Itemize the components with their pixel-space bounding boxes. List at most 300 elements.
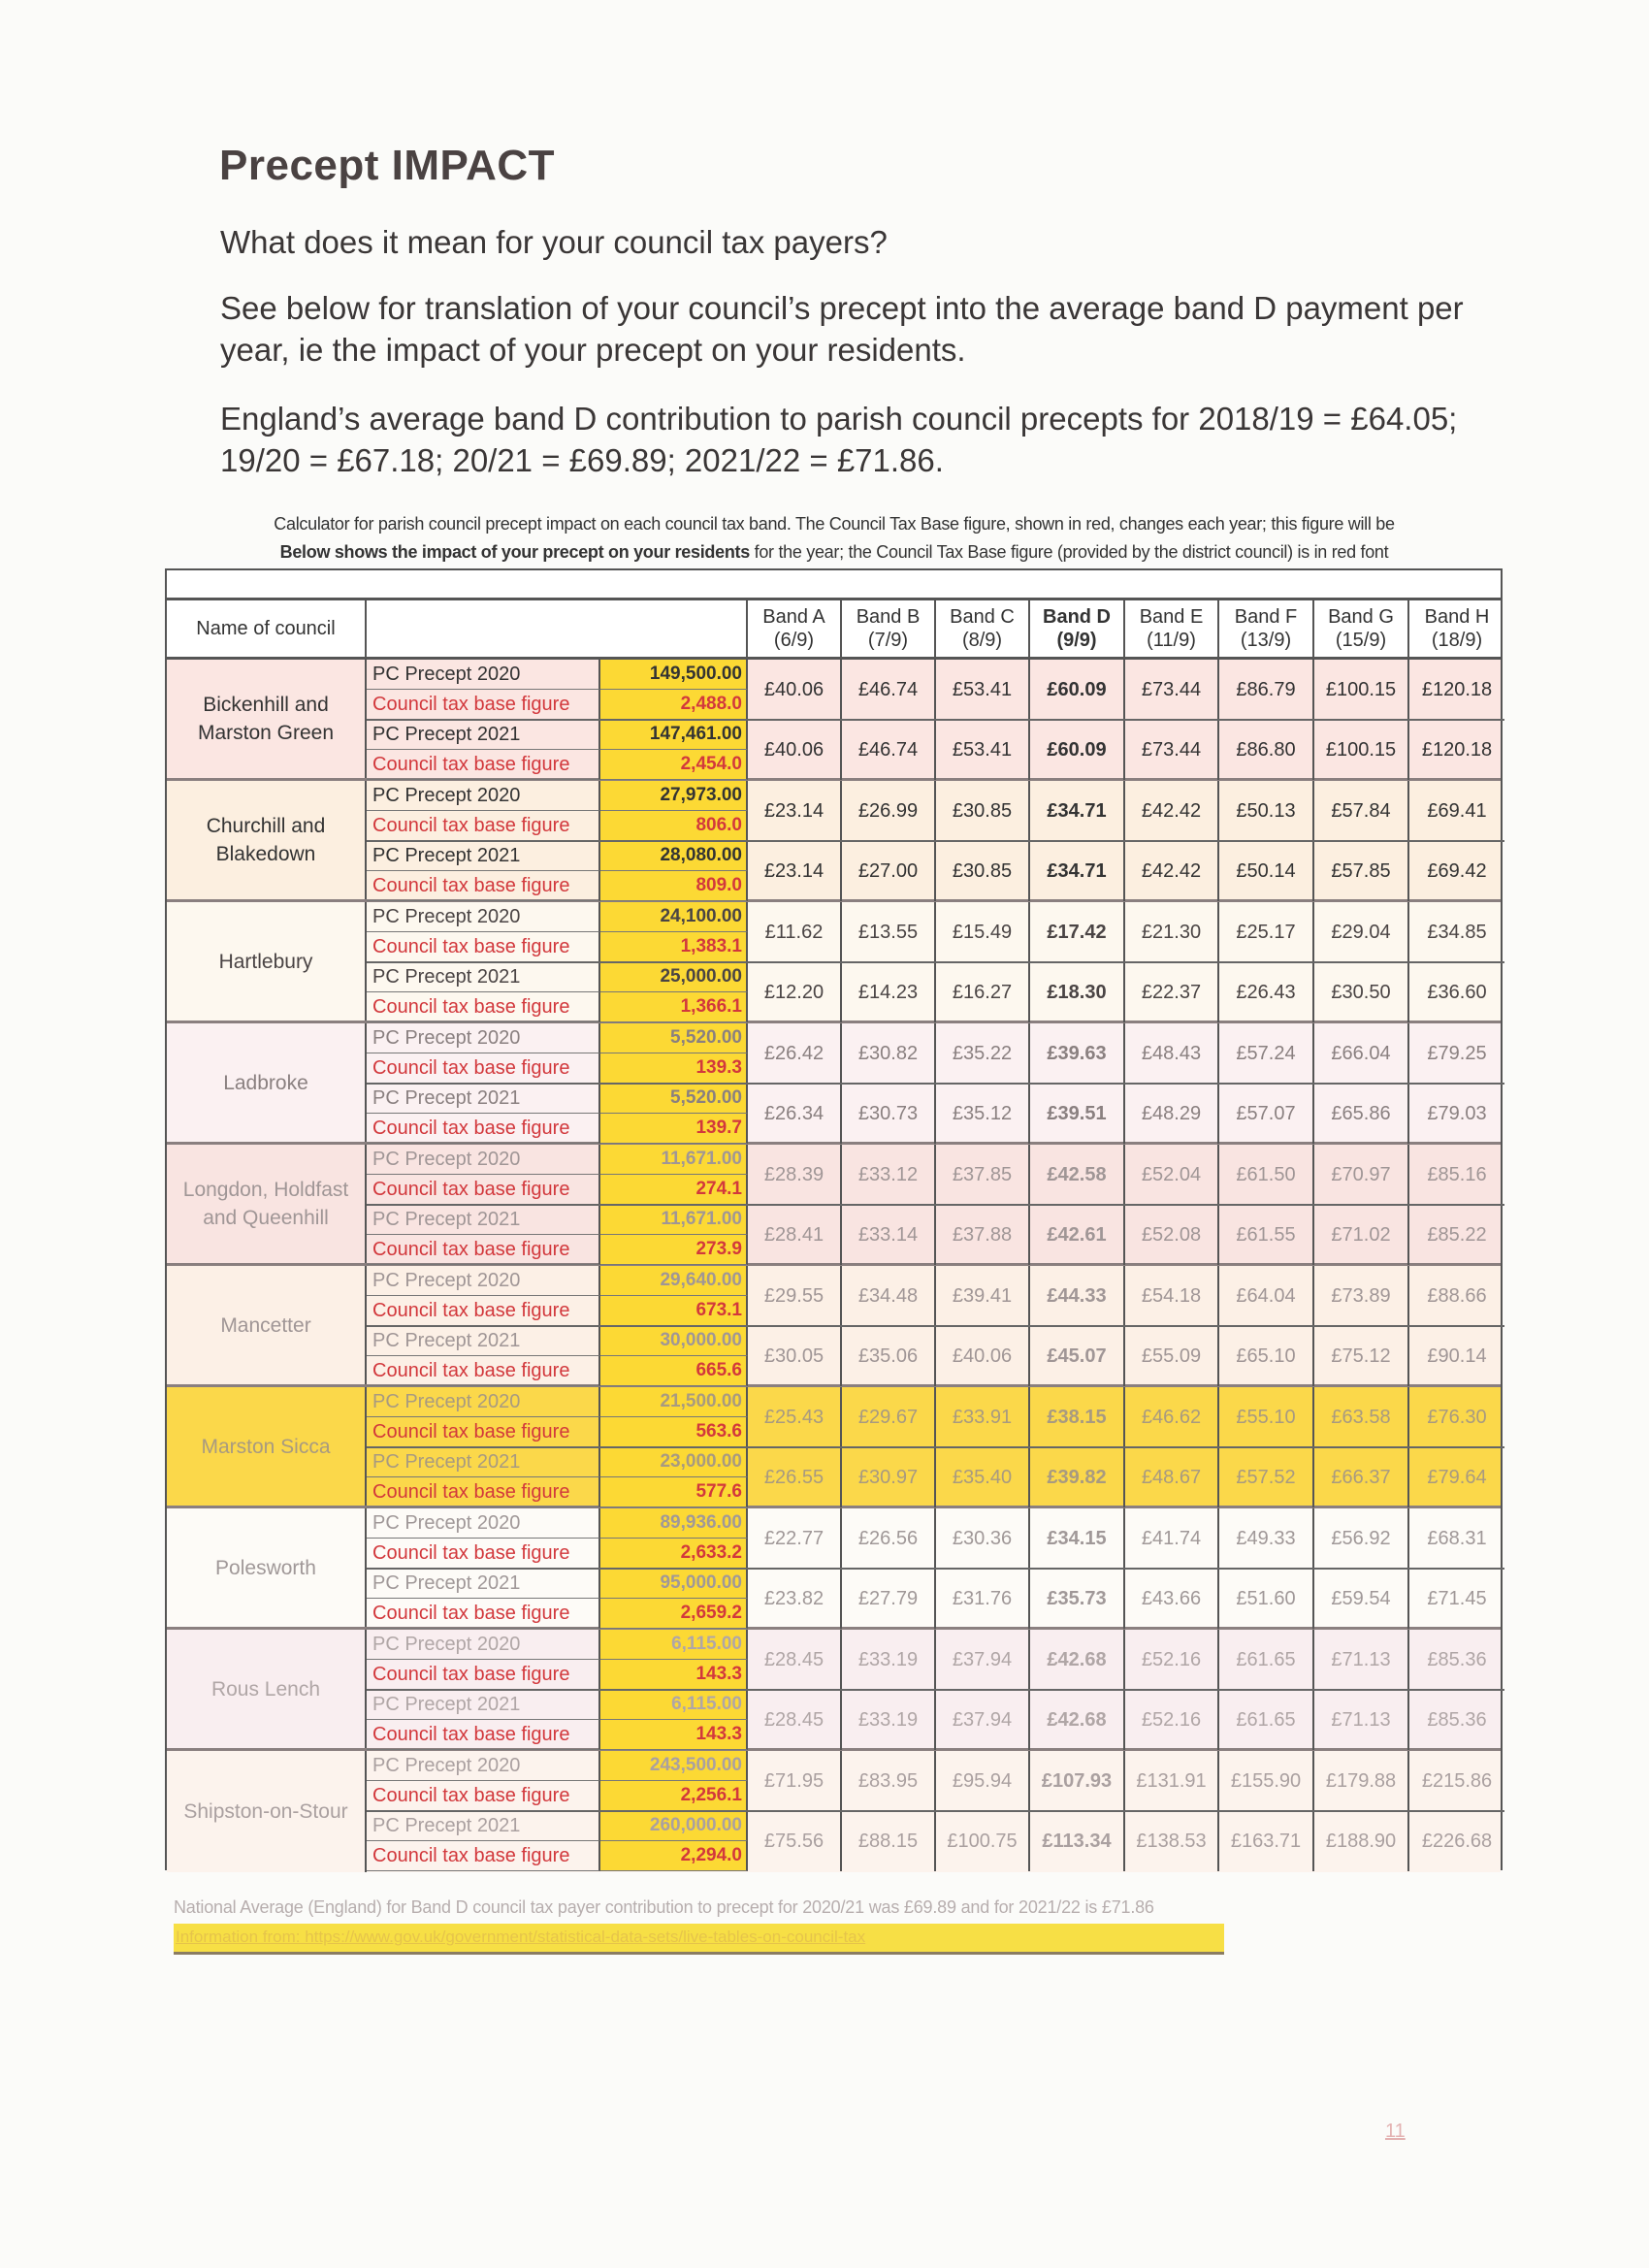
band-h-value: £34.85 [1427,921,1487,943]
council-tax-base-value[interactable]: 2,256.1 [600,1781,748,1811]
pc-precept-label: PC Precept 2021 [367,962,600,992]
band-e-value: £73.44 [1125,660,1219,720]
band-b-value: £46.74 [842,660,936,720]
band-g-value: £56.92 [1314,1508,1409,1569]
header-band-a [748,600,842,657]
council-tax-base-label: Council tax base figure [367,1175,600,1205]
pc-precept-label: PC Precept 2021 [367,1569,600,1599]
footer-information-source-link[interactable]: Information from: https://www.gov.uk/government/statistical-data-sets/live-tables-on-council-tax [174,1924,1224,1955]
band-ratio: (13/9) [1240,630,1292,651]
council-tax-base-label: Council tax base figure [367,1539,600,1569]
council-tax-base-label: Council tax base figure [367,932,600,962]
band-f-value: £51.60 [1219,1569,1314,1629]
council-tax-base-value[interactable]: 273.9 [600,1235,748,1265]
footer-national-average: National Average (England) for Band D council tax payer contribution to precept for 2020/21 was £69.89 and for 2021/22 is £71.86 [174,1897,1154,1917]
band-g-value: £59.54 [1314,1569,1409,1629]
page-number: 11 [1385,2121,1406,2142]
band-g-value: £57.85 [1314,841,1409,901]
council-block [167,1508,1501,1630]
pc-precept-label: PC Precept 2020 [367,1630,600,1660]
pc-precept-value[interactable]: 95,000.00 [600,1569,748,1599]
year-divider [367,1204,1504,1206]
council-tax-base-label: Council tax base figure [367,1477,600,1507]
council-name: Mancetter [167,1266,367,1384]
band-a-value: £23.14 [748,841,842,901]
band-a-value: £28.39 [748,1145,842,1205]
band-a-value: £11.62 [748,902,842,962]
band-h-value: £68.31 [1427,1527,1487,1549]
pc-precept-value[interactable]: 243,500.00 [600,1751,748,1781]
pc-precept-label: PC Precept 2020 [367,1023,600,1053]
band-g-value: £100.15 [1314,660,1409,720]
pc-precept-value[interactable]: 6,115.00 [600,1630,748,1660]
header-band-h [1409,600,1504,657]
pc-precept-label: PC Precept 2020 [367,1145,600,1175]
band-b-value: £26.56 [842,1508,936,1569]
band-a-value: £12.20 [748,962,842,1022]
header-band-c [936,600,1030,657]
pc-precept-label: PC Precept 2020 [367,660,600,690]
band-b-value: £13.55 [842,902,936,962]
band-h-value: £69.41 [1427,799,1487,822]
band-h-value: £79.03 [1427,1102,1487,1124]
header-band-g [1314,600,1409,657]
band-d-value: £42.68 [1030,1690,1125,1750]
band-e-value: £73.44 [1125,720,1219,780]
council-tax-base-label: Council tax base figure [367,690,600,720]
band-e-value: £41.74 [1125,1508,1219,1569]
council-tax-base-label: Council tax base figure [367,1660,600,1690]
band-d-value: £35.73 [1030,1569,1125,1629]
band-h-value: £79.64 [1427,1466,1487,1488]
band-e-value: £52.16 [1125,1690,1219,1750]
impact-note [165,542,1504,563]
band-b-value: £29.67 [842,1387,936,1447]
band-h-value: £85.36 [1427,1708,1487,1731]
band-a-value: £23.82 [748,1569,842,1629]
council-name: Ladbroke [167,1023,367,1142]
pc-precept-label: PC Precept 2021 [367,1690,600,1720]
band-name: Band F [1234,606,1298,628]
band-a-value: £23.14 [748,781,842,841]
band-e-value: £43.66 [1125,1569,1219,1629]
band-f-value: £57.07 [1219,1084,1314,1144]
council-block [167,1751,1501,1872]
band-a-value: £25.43 [748,1387,842,1447]
band-c-value: £100.75 [936,1811,1030,1871]
council-tax-base-value[interactable]: 563.6 [600,1417,748,1447]
pc-precept-label: PC Precept 2020 [367,1751,600,1781]
council-name: Rous Lench [167,1630,367,1748]
band-d-value: £113.34 [1030,1811,1125,1871]
band-e-value: £54.18 [1125,1266,1219,1326]
council-tax-base-value[interactable]: 577.6 [600,1477,748,1507]
band-ratio: (8/9) [961,630,1003,651]
band-a-value: £28.45 [748,1630,842,1690]
band-b-value: £30.73 [842,1084,936,1144]
band-f-value: £57.24 [1219,1023,1314,1084]
band-e-value: £52.08 [1125,1205,1219,1265]
intro-question: What does it mean for your council tax payers? [220,224,888,260]
band-f-value: £86.80 [1219,720,1314,780]
band-b-value: £88.15 [842,1811,936,1871]
council-block [167,781,1501,902]
pc-precept-value[interactable]: 23,000.00 [600,1447,748,1477]
precept-impact-table [165,568,1503,1870]
band-d-value: £44.33 [1030,1266,1125,1326]
council-tax-base-label: Council tax base figure [367,1235,600,1265]
pc-precept-value[interactable]: 260,000.00 [600,1811,748,1841]
band-h-value: £90.14 [1427,1345,1487,1367]
band-f-value: £50.13 [1219,781,1314,841]
band-e-value: £46.62 [1125,1387,1219,1447]
pc-precept-value[interactable]: 24,100.00 [600,902,748,932]
council-tax-base-value[interactable]: 2,454.0 [600,750,748,780]
band-ratio: (7/9) [867,630,909,651]
council-tax-base-label: Council tax base figure [367,1841,600,1871]
band-g-value: £63.58 [1314,1387,1409,1447]
year-divider [367,1325,1504,1327]
band-c-value: £30.85 [936,841,1030,901]
band-d-value: £60.09 [1030,660,1125,720]
council-tax-base-value[interactable]: 806.0 [600,811,748,841]
band-d-value: £18.30 [1030,962,1125,1022]
band-f-value: £50.14 [1219,841,1314,901]
table-header-row [167,600,1501,660]
band-name: Band D [1043,606,1111,628]
band-a-value: £75.56 [748,1811,842,1871]
pc-precept-value[interactable]: 27,973.00 [600,781,748,811]
band-ratio: (6/9) [773,630,815,651]
band-b-value: £30.82 [842,1023,936,1084]
band-c-value: £37.94 [936,1630,1030,1690]
header-band-f [1219,600,1314,657]
band-d-value: £34.71 [1030,781,1125,841]
band-d-value: £39.63 [1030,1023,1125,1084]
band-a-value: £28.41 [748,1205,842,1265]
band-c-value: £30.36 [936,1508,1030,1569]
council-tax-base-value[interactable]: 143.3 [600,1660,748,1690]
table-blank-top-row [167,570,1501,600]
year-divider [367,1810,1504,1812]
band-f-value: £86.79 [1219,660,1314,720]
band-c-value: £35.22 [936,1023,1030,1084]
band-ratio: (18/9) [1431,630,1483,651]
band-g-value: £65.86 [1314,1084,1409,1144]
band-e-value: £42.42 [1125,841,1219,901]
council-block [167,1145,1501,1266]
band-h-value: £120.18 [1421,738,1493,761]
council-block [167,1387,1501,1508]
band-a-value: £40.06 [748,660,842,720]
band-name: Band H [1424,606,1490,628]
band-g-value: £179.88 [1314,1751,1409,1811]
pc-precept-value[interactable]: 149,500.00 [600,660,748,690]
band-g-value: £57.84 [1314,781,1409,841]
band-c-value: £39.41 [936,1266,1030,1326]
band-c-value: £35.40 [936,1447,1030,1507]
band-g-value: £73.89 [1314,1266,1409,1326]
band-g-value: £66.37 [1314,1447,1409,1507]
council-tax-base-value[interactable]: 274.1 [600,1175,748,1205]
council-tax-base-value[interactable]: 673.1 [600,1296,748,1326]
council-tax-base-value[interactable]: 1,383.1 [600,932,748,962]
band-e-value: £48.29 [1125,1084,1219,1144]
band-name: Band C [950,606,1015,628]
band-c-value: £16.27 [936,962,1030,1022]
band-h-value: £120.18 [1421,678,1493,700]
council-tax-base-label: Council tax base figure [367,1356,600,1386]
pc-precept-label: PC Precept 2021 [367,1811,600,1841]
band-b-value: £27.79 [842,1569,936,1629]
band-f-value: £64.04 [1219,1266,1314,1326]
band-e-value: £48.67 [1125,1447,1219,1507]
band-name: Band E [1139,606,1204,628]
council-name: Longdon, Holdfast and Queenhill [167,1145,367,1263]
pc-precept-value[interactable]: 11,671.00 [600,1145,748,1175]
council-tax-base-value[interactable]: 2,294.0 [600,1841,748,1871]
council-tax-base-value[interactable]: 665.6 [600,1356,748,1386]
band-c-value: £37.94 [936,1690,1030,1750]
council-tax-base-value[interactable]: 2,659.2 [600,1599,748,1629]
band-a-value: £71.95 [748,1751,842,1811]
band-name: Band A [762,606,825,628]
band-c-value: £53.41 [936,660,1030,720]
pc-precept-value[interactable]: 5,520.00 [600,1084,748,1114]
pc-precept-value[interactable]: 30,000.00 [600,1326,748,1356]
band-b-value: £33.19 [842,1690,936,1750]
council-tax-base-value[interactable]: 143.3 [600,1720,748,1750]
band-name: Band G [1328,606,1394,628]
calculator-note: Calculator for parish council precept impact on each council tax band. The Council Tax Base figure, shown in red, changes each year; this figure will be [274,514,1395,534]
council-tax-base-value[interactable]: 2,488.0 [600,690,748,720]
band-f-value: £26.43 [1219,962,1314,1022]
impact-note-bold: Below shows the impact of your precept on your residents [279,542,750,562]
band-d-value: £42.58 [1030,1145,1125,1205]
council-tax-base-label: Council tax base figure [367,1720,600,1750]
band-b-value: £14.23 [842,962,936,1022]
pc-precept-value[interactable]: 25,000.00 [600,962,748,992]
band-g-value: £70.97 [1314,1145,1409,1205]
band-b-value: £33.14 [842,1205,936,1265]
band-e-value: £21.30 [1125,902,1219,962]
band-ratio: (9/9) [1056,630,1097,651]
band-f-value: £57.52 [1219,1447,1314,1507]
pc-precept-label: PC Precept 2021 [367,841,600,871]
band-e-value: £55.09 [1125,1326,1219,1386]
pc-precept-value[interactable]: 89,936.00 [600,1508,748,1539]
band-h-value: £215.86 [1421,1769,1493,1792]
band-ratio: (11/9) [1147,630,1196,651]
band-g-value: £100.15 [1314,720,1409,780]
council-block [167,1266,1501,1387]
header-band-b [842,600,936,657]
band-a-value: £26.55 [748,1447,842,1507]
intro-paragraph-england-average: England’s average band D contribution to parish council precepts for 2018/19 = £64.05; 19/20 = £67.18; 20/21 = £69.89; 2021/22 = £71.86. [220,401,1458,478]
band-c-value: £95.94 [936,1751,1030,1811]
council-tax-base-label: Council tax base figure [367,1296,600,1326]
band-f-value: £163.71 [1219,1811,1314,1871]
pc-precept-label: PC Precept 2021 [367,1084,600,1114]
band-name: Band B [856,606,921,628]
pc-precept-label: PC Precept 2020 [367,902,600,932]
band-d-value: £34.15 [1030,1508,1125,1569]
band-d-value: £45.07 [1030,1326,1125,1386]
council-block [167,902,1501,1023]
pc-precept-label: PC Precept 2020 [367,781,600,811]
band-c-value: £33.91 [936,1387,1030,1447]
council-name: Bickenhill and Marston Green [167,660,367,778]
header-band-e [1125,600,1219,657]
band-d-value: £60.09 [1030,720,1125,780]
band-f-value: £25.17 [1219,902,1314,962]
council-name: Polesworth [167,1508,367,1627]
council-tax-base-label: Council tax base figure [367,1417,600,1447]
band-e-value: £52.16 [1125,1630,1219,1690]
band-g-value: £75.12 [1314,1326,1409,1386]
pc-precept-value[interactable]: 21,500.00 [600,1387,748,1417]
band-f-value: £55.10 [1219,1387,1314,1447]
band-c-value: £53.41 [936,720,1030,780]
band-h-value: £226.68 [1421,1830,1493,1852]
council-tax-base-value[interactable]: 809.0 [600,871,748,901]
council-tax-base-label: Council tax base figure [367,992,600,1022]
band-f-value: £155.90 [1219,1751,1314,1811]
band-e-value: £138.53 [1125,1811,1219,1871]
band-b-value: £35.06 [842,1326,936,1386]
band-b-value: £34.48 [842,1266,936,1326]
pc-precept-value[interactable]: 28,080.00 [600,841,748,871]
band-b-value: £27.00 [842,841,936,901]
band-h-value: £69.42 [1427,859,1487,882]
year-divider [367,1689,1504,1691]
band-g-value: £71.13 [1314,1690,1409,1750]
council-tax-base-value[interactable]: 2,633.2 [600,1539,748,1569]
pc-precept-label: PC Precept 2021 [367,720,600,750]
council-block [167,1023,1501,1145]
pc-precept-value[interactable]: 6,115.00 [600,1690,748,1720]
band-h-value: £85.16 [1427,1163,1487,1185]
band-c-value: £31.76 [936,1569,1030,1629]
pc-precept-label: PC Precept 2020 [367,1387,600,1417]
council-name: Hartlebury [167,902,367,1021]
band-g-value: £188.90 [1314,1811,1409,1871]
band-d-value: £34.71 [1030,841,1125,901]
band-a-value: £28.45 [748,1690,842,1750]
band-g-value: £29.04 [1314,902,1409,962]
band-a-value: £30.05 [748,1326,842,1386]
band-e-value: £52.04 [1125,1145,1219,1205]
council-tax-base-label: Council tax base figure [367,871,600,901]
header-blank [367,600,748,657]
band-h-value: £76.30 [1427,1406,1487,1428]
band-b-value: £33.19 [842,1630,936,1690]
pc-precept-label: PC Precept 2020 [367,1266,600,1296]
year-divider [367,1083,1504,1085]
council-tax-base-label: Council tax base figure [367,1599,600,1629]
council-tax-base-label: Council tax base figure [367,811,600,841]
pc-precept-label: PC Precept 2021 [367,1447,600,1477]
band-d-value: £42.68 [1030,1630,1125,1690]
council-tax-base-value[interactable]: 1,366.1 [600,992,748,1022]
pc-precept-value[interactable]: 11,671.00 [600,1205,748,1235]
band-a-value: £40.06 [748,720,842,780]
year-divider [367,961,1504,963]
pc-precept-label: PC Precept 2020 [367,1508,600,1539]
band-d-value: £42.61 [1030,1205,1125,1265]
band-h-value: £79.25 [1427,1042,1487,1064]
council-block [167,660,1501,781]
band-c-value: £30.85 [936,781,1030,841]
pc-precept-value[interactable]: 29,640.00 [600,1266,748,1296]
band-a-value: £29.55 [748,1266,842,1326]
band-e-value: £48.43 [1125,1023,1219,1084]
band-g-value: £66.04 [1314,1023,1409,1084]
pc-precept-value[interactable]: 5,520.00 [600,1023,748,1053]
band-b-value: £30.97 [842,1447,936,1507]
band-f-value: £61.50 [1219,1145,1314,1205]
band-c-value: £40.06 [936,1326,1030,1386]
band-f-value: £61.55 [1219,1205,1314,1265]
pc-precept-label: PC Precept 2021 [367,1205,600,1235]
band-h-value: £85.22 [1427,1223,1487,1246]
band-g-value: £71.02 [1314,1205,1409,1265]
band-h-value: £71.45 [1427,1587,1487,1609]
council-tax-base-label: Council tax base figure [367,1114,600,1144]
band-g-value: £30.50 [1314,962,1409,1022]
band-f-value: £61.65 [1219,1690,1314,1750]
year-divider [367,1568,1504,1570]
band-d-value: £39.51 [1030,1084,1125,1144]
band-e-value: £42.42 [1125,781,1219,841]
band-d-value: £107.93 [1030,1751,1125,1811]
band-c-value: £15.49 [936,902,1030,962]
year-divider [367,1446,1504,1448]
council-tax-base-value[interactable]: 139.3 [600,1053,748,1084]
council-name: Marston Sicca [167,1387,367,1506]
band-b-value: £83.95 [842,1751,936,1811]
band-d-value: £38.15 [1030,1387,1125,1447]
council-name: Churchill and Blakedown [167,781,367,899]
page-title: Precept IMPACT [219,142,556,189]
band-c-value: £37.88 [936,1205,1030,1265]
year-divider [367,719,1504,721]
pc-precept-label: PC Precept 2021 [367,1326,600,1356]
band-a-value: £22.77 [748,1508,842,1569]
band-c-value: £35.12 [936,1084,1030,1144]
band-b-value: £46.74 [842,720,936,780]
council-name: Shipston-on-Stour [167,1751,367,1872]
pc-precept-value[interactable]: 147,461.00 [600,720,748,750]
council-tax-base-value[interactable]: 139.7 [600,1114,748,1144]
band-h-value: £88.66 [1427,1284,1487,1307]
header-name-of-council: Name of council [167,600,367,657]
impact-note-rest: for the year; the Council Tax Base figure (provided by the district council) is in red font [749,542,1389,562]
council-block [167,1630,1501,1751]
band-d-value: £17.42 [1030,902,1125,962]
band-f-value: £49.33 [1219,1508,1314,1569]
band-c-value: £37.85 [936,1145,1030,1205]
band-e-value: £131.91 [1125,1751,1219,1811]
band-f-value: £61.65 [1219,1630,1314,1690]
band-h-value: £36.60 [1427,981,1487,1003]
year-divider [367,840,1504,842]
band-b-value: £33.12 [842,1145,936,1205]
band-h-value: £85.36 [1427,1648,1487,1670]
council-tax-base-label: Council tax base figure [367,1053,600,1084]
band-f-value: £65.10 [1219,1326,1314,1386]
band-a-value: £26.42 [748,1023,842,1084]
